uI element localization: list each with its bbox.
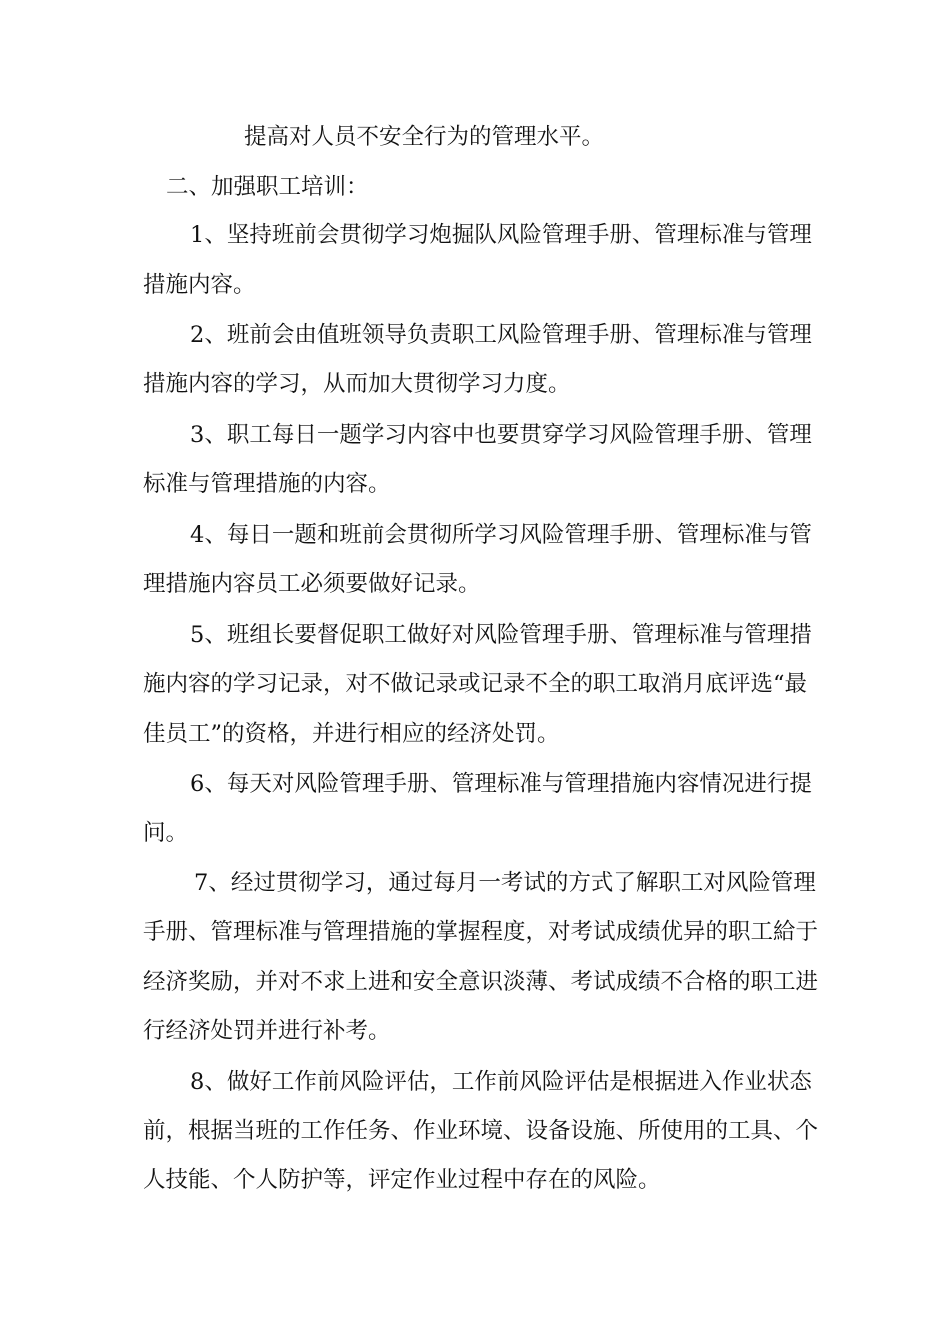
- text-line: 提高对人员不安全行为的管理水平。: [244, 124, 605, 150]
- text-line: 7、经过贯彻学习，通过每月一考试的方式了解职工对风险管理: [194, 870, 816, 896]
- text-line: 1、坚持班前会贯彻学习炮掘队风险管理手册、管理标准与管理: [190, 222, 812, 248]
- text-line: 标准与管理措施的内容。: [143, 471, 391, 497]
- text-line: 8、做好工作前风险评估，工作前风险评估是根据进入作业状态: [190, 1069, 812, 1095]
- text-line: 理措施内容员工必须要做好记录。: [143, 571, 481, 597]
- text-line: 人技能、个人防护等，评定作业过程中存在的风险。: [143, 1167, 661, 1193]
- text-line: 6、每天对风险管理手册、管理标准与管理措施内容情况进行提: [190, 771, 812, 797]
- text-line: 行经济处罚并进行补考。: [143, 1018, 391, 1044]
- section-heading: 二、加强职工培训：: [166, 174, 369, 200]
- text-line: 5、班组长要督促职工做好对风险管理手册、管理标准与管理措: [190, 622, 812, 648]
- text-line: 措施内容。: [143, 272, 256, 298]
- text-line: 施内容的学习记录，对不做记录或记录不全的职工取消月底评选“最: [143, 671, 808, 697]
- text-line: 经济奖励，并对不求上进和安全意识淡薄、考试成绩不合格的职工进: [143, 969, 819, 995]
- text-line: 佳员工”的资格，并进行相应的经济处罚。: [143, 721, 560, 747]
- text-line: 4、每日一题和班前会贯彻所学习风险管理手册、管理标准与管: [190, 522, 812, 548]
- text-line: 问。: [143, 820, 189, 846]
- text-line: 手册、管理标准与管理措施的掌握程度，对考试成绩优异的职工給于: [143, 919, 819, 945]
- text-line: 前，根据当班的工作任务、作业环境、设备设施、所使用的工具、个: [143, 1118, 819, 1144]
- text-line: 3、职工每日一题学习内容中也要贯穿学习风险管理手册、管理: [190, 422, 812, 448]
- text-line: 2、班前会由值班领导负责职工风险管理手册、管理标准与管理: [190, 322, 812, 348]
- text-line: 措施内容的学习，从而加大贯彻学习力度。: [143, 371, 571, 397]
